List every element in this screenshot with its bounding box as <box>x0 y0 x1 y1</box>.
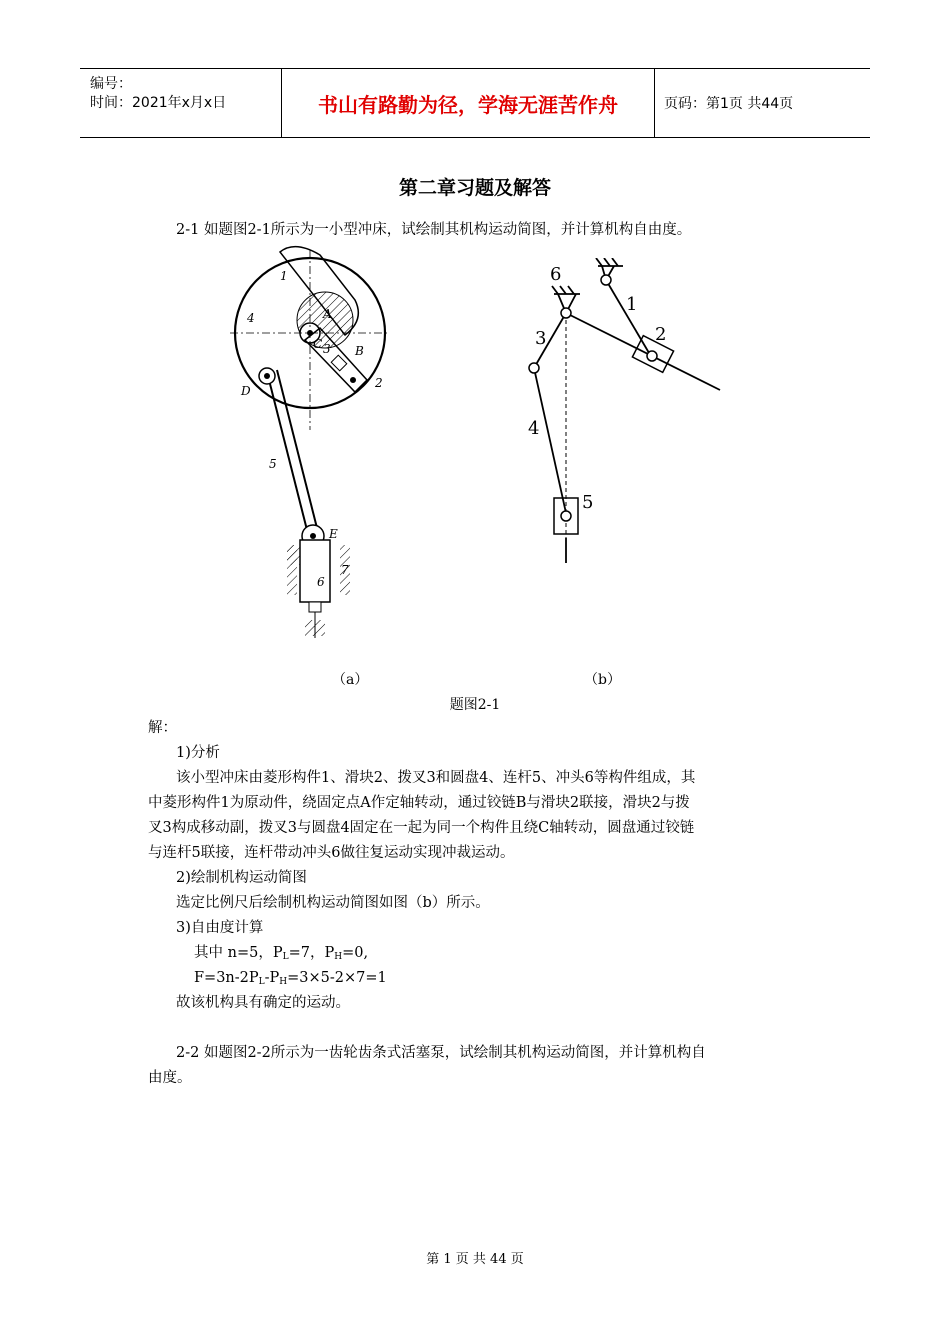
time-label: 时间：2021年x月x日 <box>90 95 227 111</box>
label-a-4: 4 <box>247 311 255 325</box>
label-a-C: C <box>313 337 323 351</box>
step-2-title: 2)绘制机构运动简图 <box>176 870 307 886</box>
label-b-3: 3 <box>535 328 547 349</box>
number-label: 编号： <box>90 76 132 92</box>
label-a-6: 6 <box>317 575 325 589</box>
punch-6 <box>287 540 350 638</box>
caption-b: （b） <box>584 672 621 688</box>
problem-1-text: 2-1 如题图2-1所示为一小型冲床，试绘制其机构运动简图，并计算机构自由度。 <box>176 222 692 238</box>
caption-a: （a） <box>332 672 369 688</box>
header-meta <box>80 69 282 137</box>
figure-caption: 题图2-1 <box>449 697 501 713</box>
chapter-title: 第二章习题及解答 <box>398 177 551 199</box>
label-a-B: B <box>355 344 364 358</box>
label-b-2: 2 <box>655 324 667 345</box>
figure-a-punch-press <box>225 240 405 640</box>
header-motto: 书山有路勤为径，学海无涯苦作舟 <box>282 69 655 137</box>
label-a-7: 7 <box>341 563 349 577</box>
header-page-info: 页码：第1页 共44页 <box>664 96 794 112</box>
page-footer: 第 1 页 共 44 页 <box>426 1252 524 1267</box>
equation-1: 其中 n=5，$P_L=7$，$P_H=0$, <box>194 945 369 962</box>
equation-2: $F=3n-2P_L-P_H=3\times 5-2\times 7=1$ <box>194 970 387 987</box>
label-a-A: A <box>323 307 332 321</box>
label-a-3: 3 <box>323 342 331 356</box>
step-1-line-2: 中菱形构件1为原动件，绕固定点A作定轴转动，通过铰链B与滑块2联接，滑块2与拨 <box>148 795 690 811</box>
step-1-title: 1)分析 <box>176 745 220 761</box>
problem-2-line-1: 2-2 如题图2-2所示为一齿轮齿条式活塞泵，试绘制其机构运动简图，并计算机构自 <box>176 1045 706 1061</box>
figure-b-kinematic-diagram <box>520 258 730 568</box>
step-3-title: 3)自由度计算 <box>176 920 264 936</box>
conclusion: 故该机构具有确定的运动。 <box>176 995 350 1011</box>
step-2-text: 选定比例尺后绘制机构运动简图如图（b）所示。 <box>176 895 490 911</box>
step-1-line-3: 叉3构成移动副，拨叉3与圆盘4固定在一起为同一个构件且绕C轴转动，圆盘通过铰链 <box>148 820 695 836</box>
problem-2-line-2: 由度。 <box>148 1070 192 1086</box>
label-b-4: 4 <box>528 418 540 439</box>
step-1-line-1: 该小型冲床由菱形构件1、滑块2、拨叉3和圆盘4、连杆5、冲头6等构件组成，其 <box>176 770 696 786</box>
label-a-2: 2 <box>375 376 383 390</box>
page-header <box>80 68 870 138</box>
label-a-1: 1 <box>280 269 288 283</box>
label-a-5: 5 <box>269 457 277 471</box>
solution-label: 解： <box>148 720 177 736</box>
step-1-line-4: 与连杆5联接，连杆带动冲头6做往复运动实现冲裁运动。 <box>148 845 515 861</box>
label-b-5: 5 <box>582 492 594 513</box>
label-b-1: 1 <box>626 294 638 315</box>
label-b-6: 6 <box>550 264 562 285</box>
label-a-D: D <box>241 384 251 398</box>
label-a-E: E <box>329 527 338 541</box>
